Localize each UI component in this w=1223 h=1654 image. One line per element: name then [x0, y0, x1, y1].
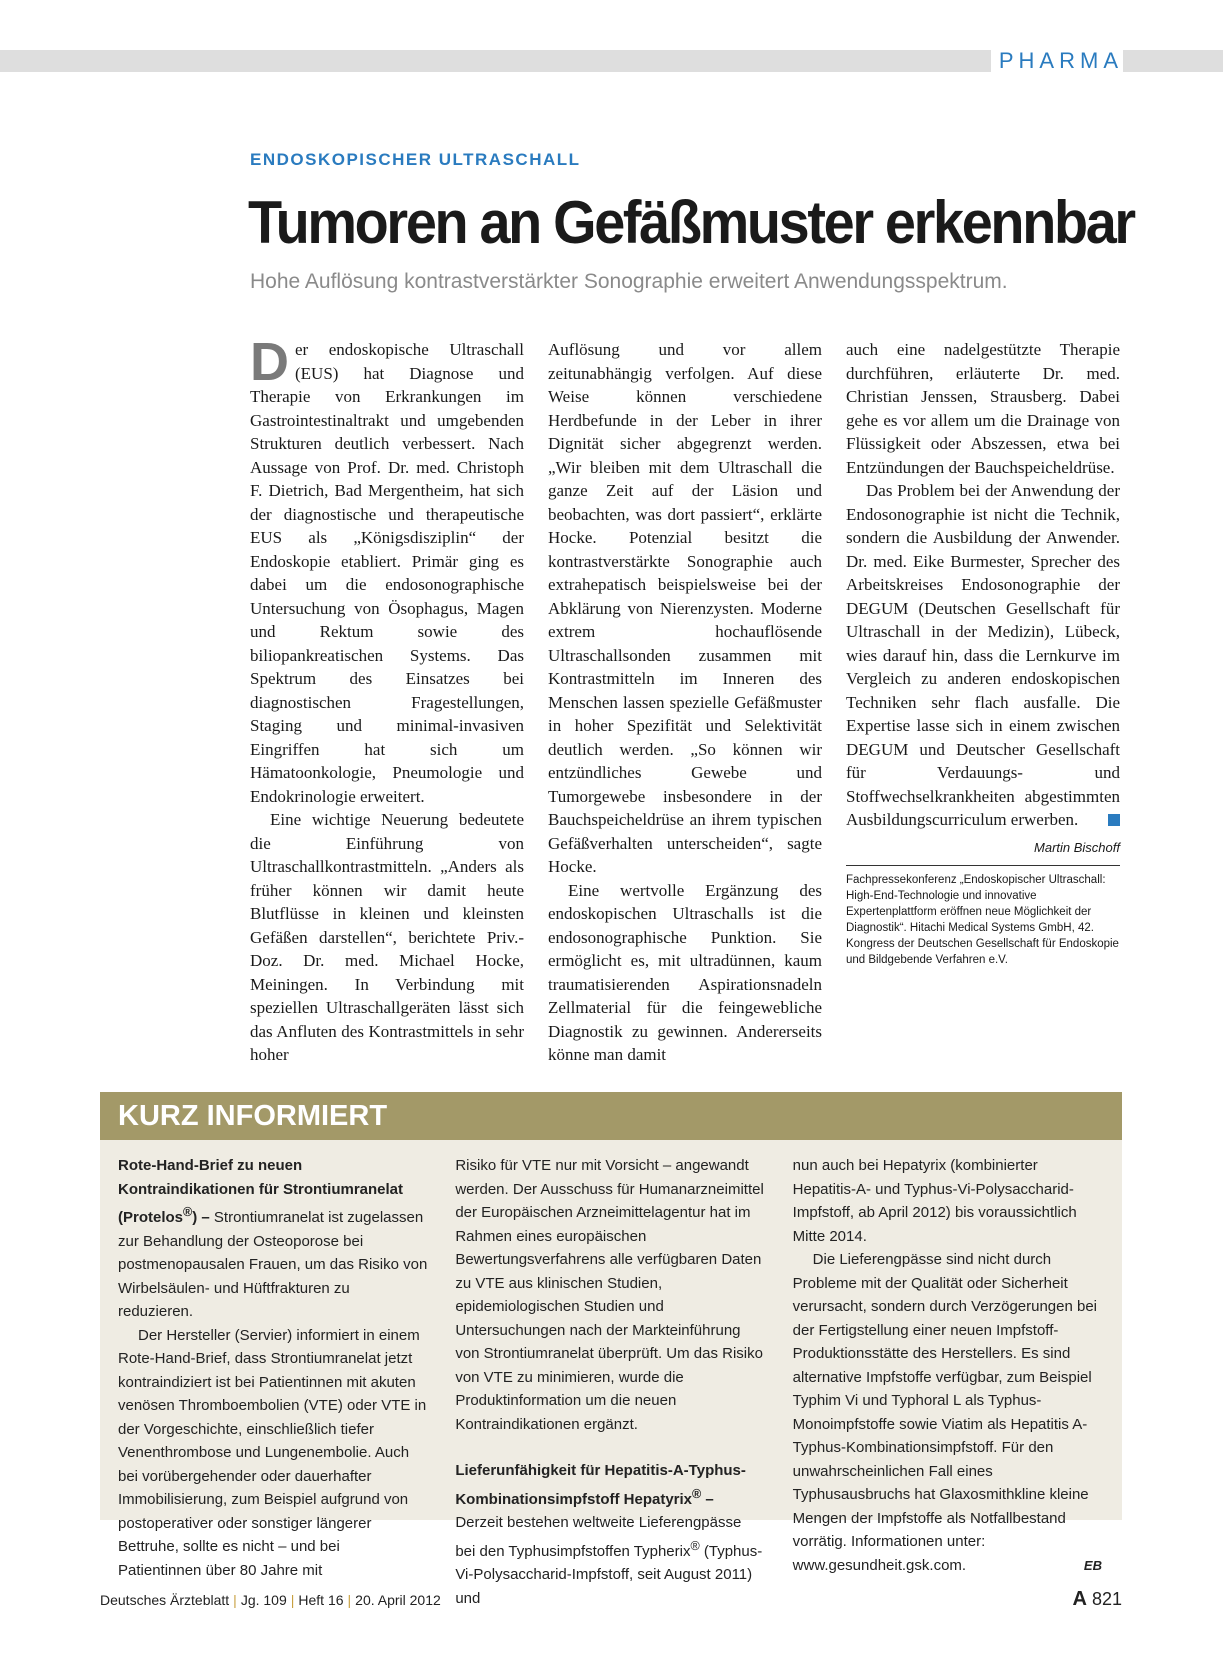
end-mark-icon	[1108, 814, 1120, 826]
page-footer	[100, 1588, 1122, 1610]
article-kicker: ENDOSKOPISCHER ULTRASCHALL	[250, 150, 581, 169]
spacer	[455, 1436, 764, 1459]
kurz-column-1	[118, 1154, 427, 1610]
section-label: PHARMA	[991, 48, 1123, 74]
page-prefix: A	[1072, 1588, 1087, 1610]
article-body	[250, 332, 1120, 1067]
page-number-value: 821	[1091, 1589, 1122, 1609]
news-paragraph	[793, 1248, 1102, 1577]
journal-date: 20. April 2012	[355, 1592, 441, 1608]
news-paragraph: nun auch bei Hepatyrix (kombinierter Hepatitis-A- und Typhus-Vi-Polysaccharid-Impfstoff, ab April 2012) bis voraussichtlich Mitte 2014.	[792, 1157, 1077, 1245]
article-paragraph: auch eine nadelgestützte Therapie durchführen, erläuterte Dr. med. Christian Jenssen, Strausberg. Dabei gehe es vor allem um die Drainage von Flüssigkeit oder Abszessen, etwa bei Entzündungen der Bauchspeicheldrüse.	[846, 340, 1120, 477]
article-source-note: Fachpressekonferenz „Endoskopischer Ultraschall: High-End-Technologie und innovative Expertenplattform eröffnen neue Möglichkeit der Diagnostik“. Hitachi Medical Systems GmbH, 42. Kongress der Deutschen Gesellschaft für Endoskopie und Bildgebende Verfahren e.V.	[846, 874, 1119, 966]
kurz-column-2	[455, 1154, 764, 1610]
heading-dash: –	[701, 1490, 714, 1508]
kurz-informiert-body	[100, 1140, 1122, 1610]
registered-mark: ®	[183, 1205, 193, 1219]
heading-dash: ) –	[192, 1209, 210, 1226]
article-paragraph	[846, 479, 1120, 832]
journal-name: Deutsches Ärzteblatt	[100, 1592, 230, 1608]
paragraph-text: er endoskopische Ultraschall (EUS) hat Diagnose und Therapie von Erkrankungen im Gastrointestinaltrakt und umgebenden Strukturen deutlich verbessert. Nach Aussage von Prof. Dr. med. Christoph F. Dietrich, Bad Mergentheim, hat sich der diagnostische und therapeutische EUS als „Königsdisziplin“ der Endoskopie etabliert. Primär ging es dabei um die endosonographische Untersuchung von Ösophagus, Magen und Rektum sowie des biliopankreatischen Systems. Das Spektrum des Einsatzes bei diagnostischen Fragestellungen, Staging und minimal-invasiven Eingriffen hat sich um Hämatoonkologie, Pneumologie und Endokrinologie erweitert.	[250, 340, 524, 806]
article-column-2	[548, 338, 822, 1067]
footer-separator: |	[290, 1592, 295, 1608]
article-paragraph: Eine wertvolle Ergänzung des endoskopischen Ultraschalls ist die endosonographische Punktion. Sie ermöglicht es, mit ultradünnen, kaum traumatisierenden Aspirationsnadeln Zellmaterial für die feingewebliche Diagnostik zu gewinnen. Andererseits könne man damit	[548, 880, 822, 1064]
article-headline: Tumoren an Gefäßmuster erkennbar	[248, 189, 1134, 256]
news-item-text: Derzeit bestehen weltweite Lieferengpässe bei den Typhusimpfstoffen Typherix	[455, 1514, 742, 1560]
editor-initials: EB	[1083, 1557, 1102, 1573]
kurz-column-3	[793, 1154, 1102, 1610]
footer-separator: |	[347, 1592, 352, 1608]
article-column-3	[846, 338, 1120, 1067]
registered-mark: ®	[690, 1538, 700, 1553]
news-item	[455, 1459, 764, 1610]
drop-cap: D	[250, 332, 289, 392]
article-column-1	[250, 332, 524, 1067]
article-paragraph: Auflösung und vor allem zeitunabhängig verfolgen. Auf diese Weise können verschiedene Herdbefunde in der Leber in ihrer Dignität sicher abgegrenzt werden. „Wir bleiben mit dem Ultraschall die ganze Zeit auf der Läsion und beobachten, was dort passiert“, erklärte Hocke. Potenzial besitzt die kontrastverstärkte Sonographie auch extrahepatisch beispielsweise bei der Abklärung von Nierenzysten. Moderne extrem hochauflösende Ultraschallsonden zusammen mit Kontrastmitteln im Inneren des Menschen lassen spezielle Gefäßmuster in hoher Spezifität und Selektivität deutlich werden. „So können wir entzündliches Gewebe und Tumorgewebe insbesondere in der Bauchspeicheldrüse an ihrem typischen Gefäßverhalten unterscheiden“, sagte Hocke.	[548, 340, 822, 876]
news-paragraph: Risiko für VTE nur mit Vorsicht – angewandt werden. Der Ausschuss für Humanarzneimittel der Europäischen Arzneimittelagentur hat im Rahmen eines europäischen Bewertungsverfahrens alle verfügbaren Daten zu VTE aus klinischen Studien, epidemiologischen Studien und Untersuchungen nach der Markteinführung von Strontiumranelat überprüft. Um das Risiko von VTE zu minimieren, wurde die Produktinformation um die neuen Kontraindikationen ergänzt.	[455, 1157, 764, 1433]
registered-mark: ®	[692, 1486, 702, 1501]
footer-separator: |	[233, 1592, 237, 1608]
page-number	[1072, 1588, 1122, 1611]
journal-volume: Jg. 109	[240, 1592, 287, 1608]
heading-text: Lieferunfähigkeit für Hepatitis-A-Typhus-Kombinationsimpfstoff Hepatyrix	[455, 1462, 746, 1508]
news-paragraph: Der Hersteller (Servier) informiert in einem Rote-Hand-Brief, dass Strontiumranelat jetzt kontraindiziert ist bei Patientinnen mit akuten venösen Thromboembolien (VTE) oder VTE in der Vorgeschichte, einschließlich tiefer Venenthrombose und Lungenembolie. Auch bei vorübergehender oder dauerhafter Immobilisierung, zum Beispiel aufgrund von postoperativer oder sonstiger längerer Bettruhe, sollte es nicht – und bei Patientinnen über 80 Jahre mit	[118, 1326, 427, 1579]
kurz-informiert-title: KURZ INFORMIERT	[100, 1092, 1122, 1140]
journal-issue: Heft 16	[298, 1592, 344, 1608]
news-item-heading	[455, 1462, 746, 1508]
article-paragraph	[250, 332, 524, 808]
article-author: Martin Bischoff	[846, 836, 1120, 867]
paragraph-text: Das Problem bei der Anwendung der Endosonographie ist nicht die Technik, sondern die Ausbildung der Anwender. Dr. med. Eike Burmester, Sprecher des Arbeitskreises Endosonographie der DEGUM (Deutschen Gesellschaft für Ultraschall in der Medizin), Lübeck, wies darauf hin, dass die Lernkurve im Vergleich zu anderen endoskopischen Techniken sehr flach ausfalle. Die Expertise lasse sich in einem zwischen DEGUM und Deutscher Gesellschaft für Verdauungs- und Stoffwechselkrankheiten abgestimmten Ausbildungscurriculum erwerben.	[846, 481, 1120, 829]
article-subheadline: Hohe Auflösung kontrastverstärkter Sonographie erweitert Anwendungsspektrum.	[250, 270, 1008, 293]
article-paragraph: Eine wichtige Neuerung bedeutete die Einführung von Ultraschallkontrastmitteln. „Anders als früher können wir damit heute Blutflüsse in kleinen und kleinsten Gefäßen darstellen“, berichtete Priv.-Doz. Dr. med. Michael Hocke, Meiningen. In Verbindung mit speziellen Ultraschallgeräten lässt sich das Anfluten des Kontrastmittels in sehr hoher	[250, 810, 524, 1064]
news-item-text: Strontiumranelat ist zugelassen zur Behandlung der Osteoporose bei postmenopausalen Frauen, um das Risiko von Wirbelsäulen- und Hüftfrakturen zu reduzieren.	[118, 1209, 428, 1320]
news-item-text: (Typhus-Vi-Polysaccharid-Impfstoff, seit August 2011) und	[455, 1542, 763, 1607]
news-item	[118, 1154, 427, 1324]
heading-text: Rote-Hand-Brief zu neuen Kontraindikationen für Strontiumranelat (Protelos	[118, 1157, 404, 1226]
paragraph-text: Die Lieferengpässe sind nicht durch Probleme mit der Qualität oder Sicherheit verursacht, sondern durch Verzögerungen bei der Fertigstellung einer neuen Impfstoff-Produktionsstätte des Herstellers. Es sind alternative Impfstoffe verfügbar, zum Beispiel Typhim Vi und Typhoral L als Typhus-Monoimpfstoffe sowie Viatim als Hepatitis A-Typhus-Kombinationsimpfstoff. Für den unwahrscheinlichen Fall eines Typhusausbruchs hat Glaxosmithkline kleine Mengen der Impfstoffe als Notfallbestand vorrätig. Informationen unter: www.gesundheit.gsk.com.	[792, 1251, 1098, 1574]
